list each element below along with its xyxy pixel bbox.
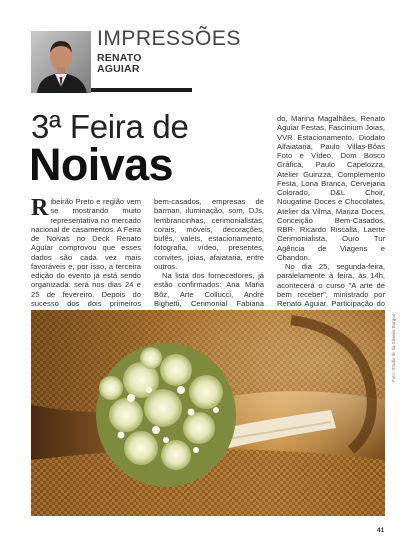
- article-paragraph: ibeirão Preto e região vem se mostrando muito representativa no mercado nacional de casamentos. A Feira de Noivas no Deck Renato Aguiar comprovou que esses dados são cada vez mais favoráveis e, por isso, a terceira edição do evento já está sendo organizada: será nos dias 24 e 25 de fevereiro. Depois do sucesso dos dois primeiros: [31, 197, 141, 308]
- article-column-right: [277, 114, 385, 308]
- article-column-middle: [154, 197, 264, 308]
- author-last-name: AGUIAR: [97, 63, 140, 75]
- photo-credit: Foto: Studio do Ila Silveira Burgos: [391, 314, 396, 383]
- page-number: 41: [377, 527, 385, 534]
- article-paragraph: Na lista dos fornecedores, já estão confirmados: Ana Maria Bôz, Arte Collucci, André Bighetti, Cerimonial Fabiana: [154, 271, 264, 308]
- article-paragraph: bem-casados, empresas de barman, iluminação, som, DJs, lembrancinhas, cerimonialistas, corais, móveis, decorações, bufês, valets, estacionamento, fotografia, vídeo, presentes, convites, joias, afaiataria, entre outros.: [154, 197, 264, 271]
- article-paragraph: No dia 25, segunda-feira, paralelamente à feira, às 14h, acontecerá o curso "A arte de bem receber", ministrado por Renato Aguiar. Participação do: [277, 262, 385, 308]
- article-paragraph: do, Marina Magalhães, Renato Aguiar Festas, Fascinium Joias, VVR Estacionamento, Diodato Alfaiataria, Paulo Villas-Bôas Foto e Vídeo, Dom Bosco Gráfica, Paulo Capelozza, Atelier Guinzza, Complemento Festa, Lona Branca, Cervejaria Colorado, D&L Choir, Nougatine Doces e Chocolates, Atelier da Vilma, Mariza Doces, Conceição Bem-Casados, RBR- Ricardo Riscalla, Laerte Cerimonialista, Ouro Tur Agência de Viagens e Chandon.: [277, 114, 385, 262]
- column-title: IMPRESSÕES: [97, 27, 241, 50]
- bouquet-photo: [31, 310, 385, 516]
- author-photo: [31, 31, 91, 93]
- author-first-name: RENATO: [97, 52, 142, 64]
- headline-line-1: 3ª Feira de: [31, 108, 189, 145]
- article-column-left: [31, 195, 141, 308]
- header-rule: [91, 88, 192, 92]
- headline-line-2: Noivas: [29, 139, 173, 190]
- drop-cap: R: [31, 195, 49, 221]
